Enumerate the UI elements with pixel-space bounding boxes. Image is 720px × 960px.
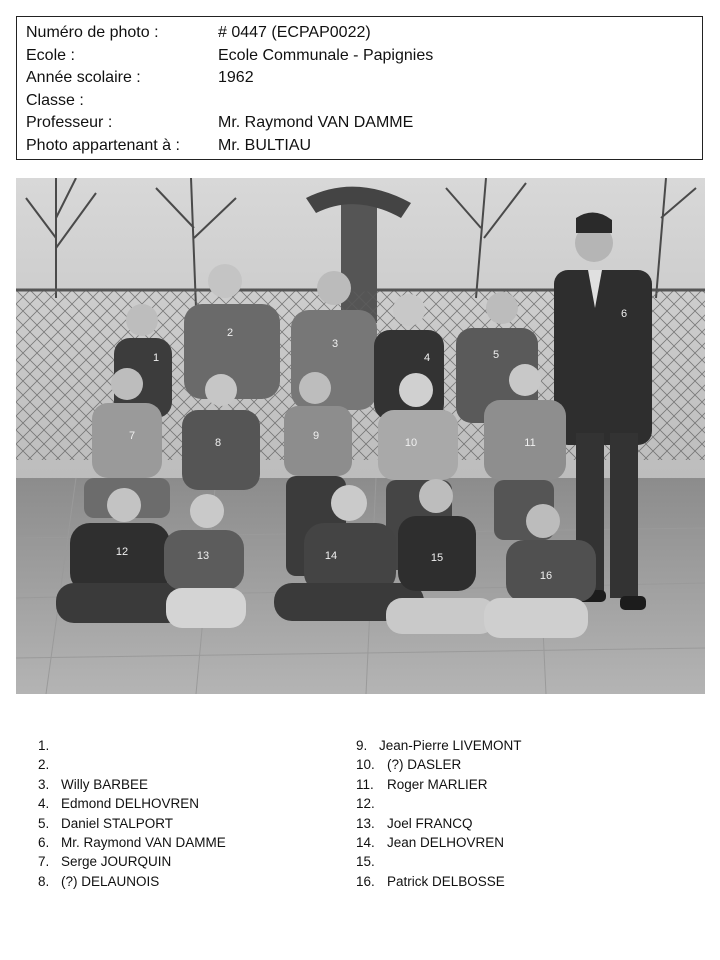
item-number: 8. bbox=[38, 873, 50, 889]
item-name: (?) DELAUNOIS bbox=[61, 873, 160, 889]
item-name: Jean-Pierre LIVEMONT bbox=[379, 738, 522, 753]
photo-marker: 4 bbox=[423, 352, 431, 364]
info-label: Année scolaire : bbox=[26, 69, 141, 86]
item-number: 4. bbox=[38, 796, 50, 812]
info-label: Photo appartenant à : bbox=[26, 136, 180, 154]
photo-marker: 15 bbox=[430, 552, 444, 564]
item-number: 6. bbox=[38, 834, 50, 850]
item-number: 14. bbox=[356, 834, 375, 850]
item-name: Serge JOURQUIN bbox=[61, 854, 172, 870]
item-name: Willy BARBEE bbox=[61, 776, 149, 792]
photo-marker: 8 bbox=[214, 437, 222, 449]
photo-marker: 14 bbox=[324, 550, 338, 562]
photo-info-box bbox=[16, 16, 703, 160]
photo-marker: 3 bbox=[331, 338, 339, 350]
info-value: # 0447 (ECPAP0022) bbox=[218, 24, 371, 41]
item-name: Mr. Raymond VAN DAMME bbox=[61, 834, 226, 850]
item-name: Patrick DELBOSSE bbox=[387, 873, 505, 889]
item-name: Joel FRANCQ bbox=[387, 815, 473, 831]
photo-marker: 1 bbox=[152, 352, 160, 364]
photo-marker: 13 bbox=[196, 550, 210, 562]
item-number: 3. bbox=[38, 776, 50, 792]
info-value: 1962 bbox=[218, 69, 254, 86]
item-name: (?) DASLER bbox=[387, 757, 462, 773]
item-name: Roger MARLIER bbox=[387, 776, 488, 792]
photo-marker: 7 bbox=[128, 430, 136, 442]
item-name: Jean DELHOVREN bbox=[387, 834, 505, 850]
info-label: Numéro de photo : bbox=[26, 24, 159, 41]
item-name: Daniel STALPORT bbox=[61, 815, 174, 831]
photo-marker: 12 bbox=[115, 546, 129, 558]
item-number: 13. bbox=[356, 815, 375, 831]
info-value: Mr. BULTIAU bbox=[218, 136, 312, 154]
photo-marker: 9 bbox=[312, 430, 320, 442]
item-number: 1. bbox=[38, 738, 50, 753]
class-photo-illustration bbox=[16, 178, 705, 694]
item-number: 2. bbox=[38, 757, 50, 773]
item-number: 9. bbox=[356, 738, 368, 753]
item-number: 7. bbox=[38, 854, 50, 870]
info-label: Professeur : bbox=[26, 114, 113, 131]
photo-marker: 11 bbox=[524, 437, 536, 449]
info-label: Ecole : bbox=[26, 46, 75, 64]
photo-marker: 5 bbox=[492, 349, 500, 361]
item-number: 16. bbox=[356, 873, 375, 889]
info-value: Ecole Communale - Papignies bbox=[218, 46, 434, 64]
info-label: Classe : bbox=[26, 91, 84, 109]
info-value: Mr. Raymond VAN DAMME bbox=[218, 114, 414, 131]
item-number: 11. bbox=[356, 776, 374, 792]
photo-marker: 6 bbox=[620, 308, 628, 320]
item-number: 15. bbox=[356, 854, 375, 870]
item-number: 5. bbox=[38, 815, 50, 831]
item-number: 10. bbox=[356, 757, 375, 773]
item-name: Edmond DELHOVREN bbox=[61, 796, 200, 812]
class-photo bbox=[16, 178, 705, 694]
photo-marker: 2 bbox=[226, 327, 234, 339]
item-number: 12. bbox=[356, 796, 375, 812]
photo-marker: 10 bbox=[404, 437, 418, 449]
photo-marker: 16 bbox=[539, 570, 553, 582]
